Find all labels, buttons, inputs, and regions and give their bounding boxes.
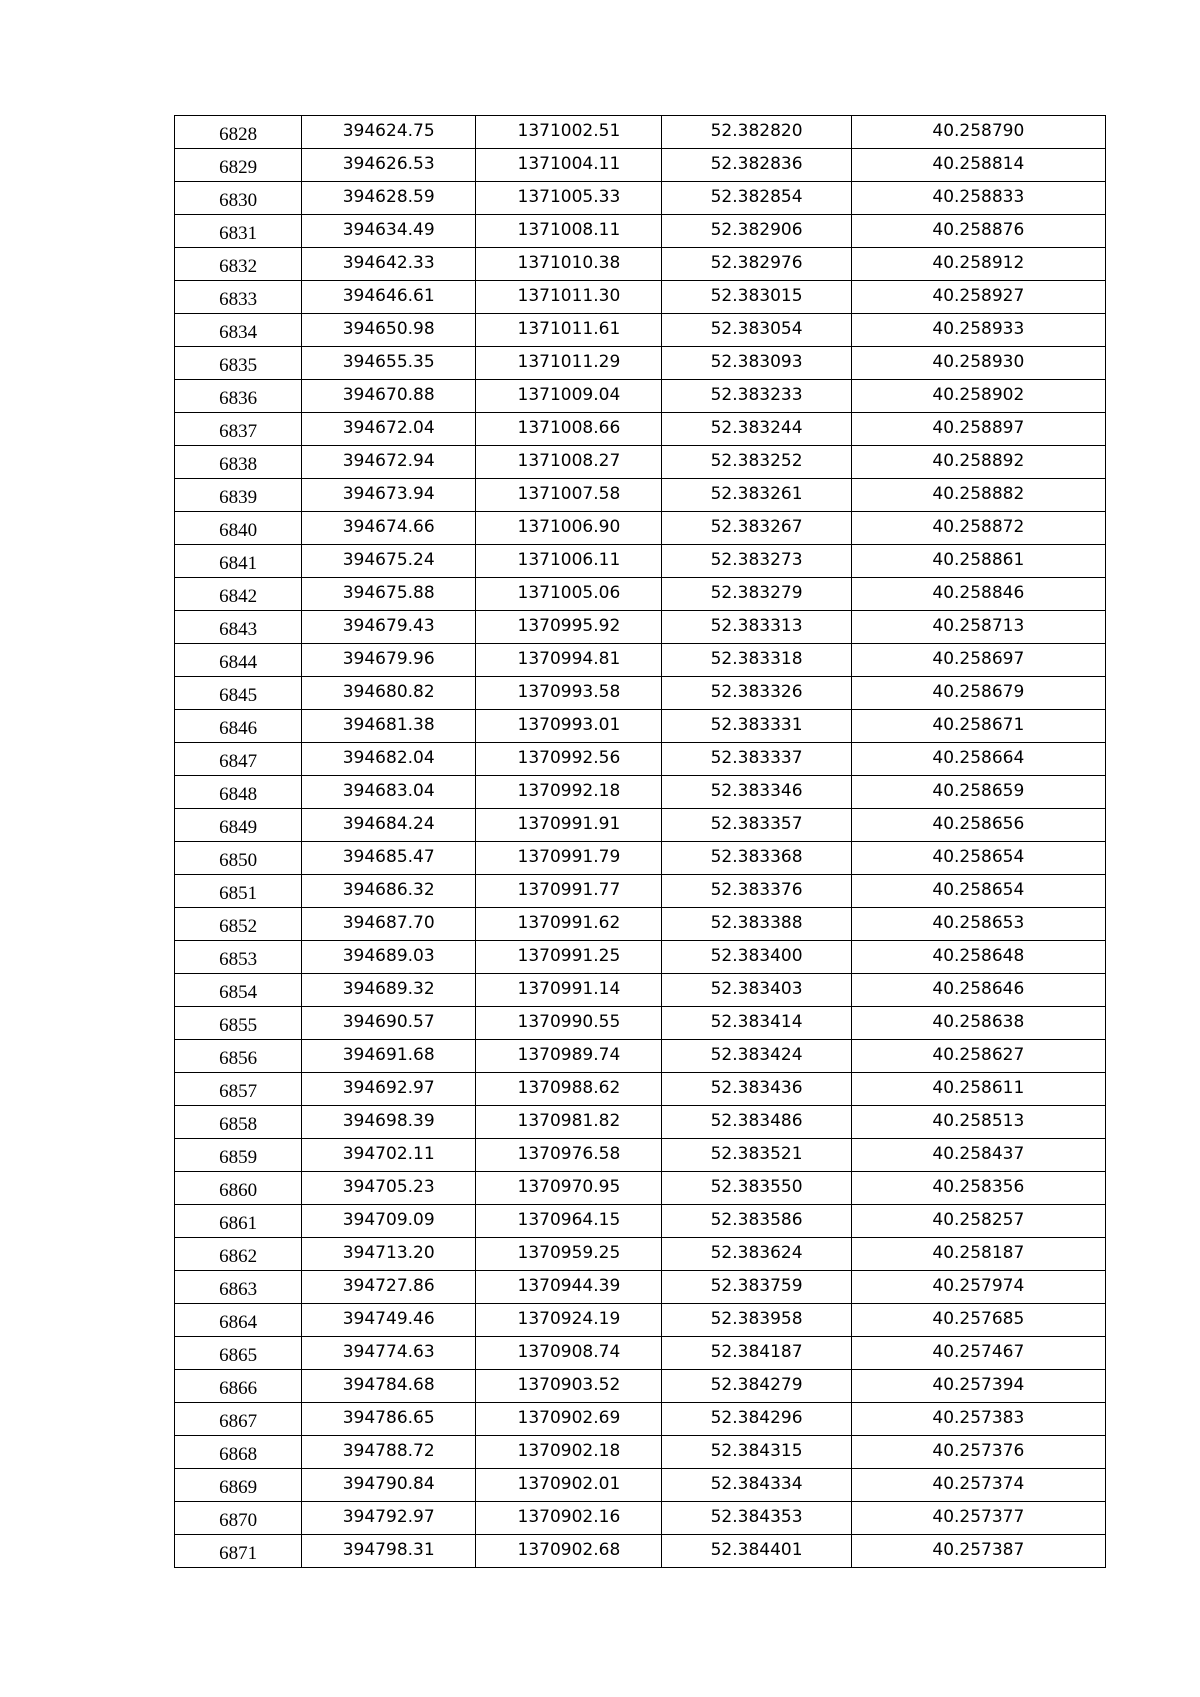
table-row bbox=[175, 611, 1106, 644]
x-coordinate-cell: 394713.20 bbox=[302, 1238, 476, 1271]
longitude-cell: 40.258611 bbox=[851, 1073, 1105, 1106]
longitude-cell: 40.258933 bbox=[851, 314, 1105, 347]
latitude-cell: 52.383279 bbox=[662, 578, 851, 611]
table-row bbox=[175, 1172, 1106, 1205]
point-number-cell: 6830 bbox=[175, 182, 302, 215]
latitude-cell: 52.383337 bbox=[662, 743, 851, 776]
table-row bbox=[175, 908, 1106, 941]
y-coordinate-cell: 1370970.95 bbox=[476, 1172, 662, 1205]
latitude-cell: 52.383357 bbox=[662, 809, 851, 842]
table-row bbox=[175, 446, 1106, 479]
table-row bbox=[175, 1337, 1106, 1370]
y-coordinate-cell: 1370976.58 bbox=[476, 1139, 662, 1172]
latitude-cell: 52.384401 bbox=[662, 1535, 851, 1568]
longitude-cell: 40.257374 bbox=[851, 1469, 1105, 1502]
table-row bbox=[175, 479, 1106, 512]
y-coordinate-cell: 1371005.33 bbox=[476, 182, 662, 215]
y-coordinate-cell: 1370993.58 bbox=[476, 677, 662, 710]
y-coordinate-cell: 1371011.61 bbox=[476, 314, 662, 347]
point-number-cell: 6857 bbox=[175, 1073, 302, 1106]
longitude-cell: 40.258912 bbox=[851, 248, 1105, 281]
table-row bbox=[175, 875, 1106, 908]
point-number-cell: 6858 bbox=[175, 1106, 302, 1139]
point-number-cell: 6853 bbox=[175, 941, 302, 974]
point-number-cell: 6850 bbox=[175, 842, 302, 875]
table-row bbox=[175, 347, 1106, 380]
longitude-cell: 40.258679 bbox=[851, 677, 1105, 710]
point-number-cell: 6841 bbox=[175, 545, 302, 578]
x-coordinate-cell: 394642.33 bbox=[302, 248, 476, 281]
latitude-cell: 52.383388 bbox=[662, 908, 851, 941]
longitude-cell: 40.258513 bbox=[851, 1106, 1105, 1139]
y-coordinate-cell: 1371009.04 bbox=[476, 380, 662, 413]
x-coordinate-cell: 394675.24 bbox=[302, 545, 476, 578]
x-coordinate-cell: 394705.23 bbox=[302, 1172, 476, 1205]
latitude-cell: 52.383368 bbox=[662, 842, 851, 875]
point-number-cell: 6837 bbox=[175, 413, 302, 446]
x-coordinate-cell: 394646.61 bbox=[302, 281, 476, 314]
y-coordinate-cell: 1370991.77 bbox=[476, 875, 662, 908]
longitude-cell: 40.258627 bbox=[851, 1040, 1105, 1073]
y-coordinate-cell: 1370991.79 bbox=[476, 842, 662, 875]
x-coordinate-cell: 394698.39 bbox=[302, 1106, 476, 1139]
point-number-cell: 6869 bbox=[175, 1469, 302, 1502]
table-row bbox=[175, 1535, 1106, 1568]
point-number-cell: 6867 bbox=[175, 1403, 302, 1436]
x-coordinate-cell: 394628.59 bbox=[302, 182, 476, 215]
latitude-cell: 52.383331 bbox=[662, 710, 851, 743]
point-number-cell: 6842 bbox=[175, 578, 302, 611]
x-coordinate-cell: 394655.35 bbox=[302, 347, 476, 380]
table-row bbox=[175, 1007, 1106, 1040]
longitude-cell: 40.257377 bbox=[851, 1502, 1105, 1535]
latitude-cell: 52.383318 bbox=[662, 644, 851, 677]
x-coordinate-cell: 394798.31 bbox=[302, 1535, 476, 1568]
point-number-cell: 6836 bbox=[175, 380, 302, 413]
x-coordinate-cell: 394687.70 bbox=[302, 908, 476, 941]
x-coordinate-cell: 394689.03 bbox=[302, 941, 476, 974]
table-row bbox=[175, 1106, 1106, 1139]
y-coordinate-cell: 1370994.81 bbox=[476, 644, 662, 677]
longitude-cell: 40.258892 bbox=[851, 446, 1105, 479]
table-row bbox=[175, 842, 1106, 875]
y-coordinate-cell: 1370991.14 bbox=[476, 974, 662, 1007]
table-row bbox=[175, 380, 1106, 413]
x-coordinate-cell: 394634.49 bbox=[302, 215, 476, 248]
x-coordinate-cell: 394670.88 bbox=[302, 380, 476, 413]
y-coordinate-cell: 1371006.90 bbox=[476, 512, 662, 545]
latitude-cell: 52.384353 bbox=[662, 1502, 851, 1535]
longitude-cell: 40.258876 bbox=[851, 215, 1105, 248]
longitude-cell: 40.257376 bbox=[851, 1436, 1105, 1469]
longitude-cell: 40.258882 bbox=[851, 479, 1105, 512]
table-row bbox=[175, 941, 1106, 974]
table-row bbox=[175, 743, 1106, 776]
x-coordinate-cell: 394672.04 bbox=[302, 413, 476, 446]
y-coordinate-cell: 1370924.19 bbox=[476, 1304, 662, 1337]
coordinates-table-container bbox=[174, 115, 1106, 1568]
y-coordinate-cell: 1371002.51 bbox=[476, 116, 662, 149]
x-coordinate-cell: 394792.97 bbox=[302, 1502, 476, 1535]
point-number-cell: 6843 bbox=[175, 611, 302, 644]
x-coordinate-cell: 394684.24 bbox=[302, 809, 476, 842]
y-coordinate-cell: 1371007.58 bbox=[476, 479, 662, 512]
y-coordinate-cell: 1370964.15 bbox=[476, 1205, 662, 1238]
point-number-cell: 6839 bbox=[175, 479, 302, 512]
y-coordinate-cell: 1370995.92 bbox=[476, 611, 662, 644]
table-row bbox=[175, 182, 1106, 215]
table-row bbox=[175, 1073, 1106, 1106]
latitude-cell: 52.383759 bbox=[662, 1271, 851, 1304]
point-number-cell: 6835 bbox=[175, 347, 302, 380]
latitude-cell: 52.383486 bbox=[662, 1106, 851, 1139]
y-coordinate-cell: 1370992.18 bbox=[476, 776, 662, 809]
point-number-cell: 6861 bbox=[175, 1205, 302, 1238]
longitude-cell: 40.258897 bbox=[851, 413, 1105, 446]
longitude-cell: 40.258833 bbox=[851, 182, 1105, 215]
x-coordinate-cell: 394674.66 bbox=[302, 512, 476, 545]
point-number-cell: 6860 bbox=[175, 1172, 302, 1205]
point-number-cell: 6847 bbox=[175, 743, 302, 776]
x-coordinate-cell: 394692.97 bbox=[302, 1073, 476, 1106]
longitude-cell: 40.257685 bbox=[851, 1304, 1105, 1337]
point-number-cell: 6854 bbox=[175, 974, 302, 1007]
latitude-cell: 52.382906 bbox=[662, 215, 851, 248]
x-coordinate-cell: 394784.68 bbox=[302, 1370, 476, 1403]
latitude-cell: 52.384296 bbox=[662, 1403, 851, 1436]
point-number-cell: 6855 bbox=[175, 1007, 302, 1040]
point-number-cell: 6870 bbox=[175, 1502, 302, 1535]
latitude-cell: 52.383624 bbox=[662, 1238, 851, 1271]
point-number-cell: 6840 bbox=[175, 512, 302, 545]
latitude-cell: 52.384334 bbox=[662, 1469, 851, 1502]
longitude-cell: 40.258902 bbox=[851, 380, 1105, 413]
point-number-cell: 6849 bbox=[175, 809, 302, 842]
longitude-cell: 40.258713 bbox=[851, 611, 1105, 644]
x-coordinate-cell: 394673.94 bbox=[302, 479, 476, 512]
x-coordinate-cell: 394686.32 bbox=[302, 875, 476, 908]
x-coordinate-cell: 394749.46 bbox=[302, 1304, 476, 1337]
x-coordinate-cell: 394680.82 bbox=[302, 677, 476, 710]
latitude-cell: 52.383261 bbox=[662, 479, 851, 512]
x-coordinate-cell: 394709.09 bbox=[302, 1205, 476, 1238]
longitude-cell: 40.257467 bbox=[851, 1337, 1105, 1370]
point-number-cell: 6831 bbox=[175, 215, 302, 248]
point-number-cell: 6871 bbox=[175, 1535, 302, 1568]
latitude-cell: 52.383313 bbox=[662, 611, 851, 644]
table-row bbox=[175, 215, 1106, 248]
longitude-cell: 40.258659 bbox=[851, 776, 1105, 809]
latitude-cell: 52.383244 bbox=[662, 413, 851, 446]
latitude-cell: 52.383346 bbox=[662, 776, 851, 809]
table-row bbox=[175, 974, 1106, 1007]
latitude-cell: 52.383403 bbox=[662, 974, 851, 1007]
coordinates-table bbox=[174, 115, 1106, 1568]
y-coordinate-cell: 1370902.18 bbox=[476, 1436, 662, 1469]
table-row bbox=[175, 776, 1106, 809]
point-number-cell: 6859 bbox=[175, 1139, 302, 1172]
table-row bbox=[175, 1238, 1106, 1271]
y-coordinate-cell: 1371010.38 bbox=[476, 248, 662, 281]
latitude-cell: 52.383958 bbox=[662, 1304, 851, 1337]
point-number-cell: 6862 bbox=[175, 1238, 302, 1271]
longitude-cell: 40.258654 bbox=[851, 875, 1105, 908]
y-coordinate-cell: 1371008.11 bbox=[476, 215, 662, 248]
table-row bbox=[175, 578, 1106, 611]
x-coordinate-cell: 394788.72 bbox=[302, 1436, 476, 1469]
longitude-cell: 40.258648 bbox=[851, 941, 1105, 974]
y-coordinate-cell: 1370991.91 bbox=[476, 809, 662, 842]
x-coordinate-cell: 394681.38 bbox=[302, 710, 476, 743]
table-row bbox=[175, 1436, 1106, 1469]
longitude-cell: 40.258861 bbox=[851, 545, 1105, 578]
latitude-cell: 52.383093 bbox=[662, 347, 851, 380]
longitude-cell: 40.258846 bbox=[851, 578, 1105, 611]
coordinates-table-body bbox=[175, 116, 1106, 1568]
x-coordinate-cell: 394683.04 bbox=[302, 776, 476, 809]
x-coordinate-cell: 394682.04 bbox=[302, 743, 476, 776]
longitude-cell: 40.258646 bbox=[851, 974, 1105, 1007]
point-number-cell: 6865 bbox=[175, 1337, 302, 1370]
x-coordinate-cell: 394689.32 bbox=[302, 974, 476, 1007]
latitude-cell: 52.382820 bbox=[662, 116, 851, 149]
latitude-cell: 52.382836 bbox=[662, 149, 851, 182]
table-row bbox=[175, 545, 1106, 578]
point-number-cell: 6868 bbox=[175, 1436, 302, 1469]
table-row bbox=[175, 149, 1106, 182]
y-coordinate-cell: 1370902.01 bbox=[476, 1469, 662, 1502]
x-coordinate-cell: 394685.47 bbox=[302, 842, 476, 875]
point-number-cell: 6844 bbox=[175, 644, 302, 677]
latitude-cell: 52.383424 bbox=[662, 1040, 851, 1073]
point-number-cell: 6833 bbox=[175, 281, 302, 314]
y-coordinate-cell: 1371006.11 bbox=[476, 545, 662, 578]
latitude-cell: 52.383586 bbox=[662, 1205, 851, 1238]
latitude-cell: 52.383233 bbox=[662, 380, 851, 413]
longitude-cell: 40.257383 bbox=[851, 1403, 1105, 1436]
latitude-cell: 52.384279 bbox=[662, 1370, 851, 1403]
latitude-cell: 52.383376 bbox=[662, 875, 851, 908]
y-coordinate-cell: 1370902.68 bbox=[476, 1535, 662, 1568]
x-coordinate-cell: 394790.84 bbox=[302, 1469, 476, 1502]
latitude-cell: 52.383521 bbox=[662, 1139, 851, 1172]
longitude-cell: 40.258872 bbox=[851, 512, 1105, 545]
point-number-cell: 6845 bbox=[175, 677, 302, 710]
longitude-cell: 40.258638 bbox=[851, 1007, 1105, 1040]
table-row bbox=[175, 512, 1106, 545]
y-coordinate-cell: 1370989.74 bbox=[476, 1040, 662, 1073]
point-number-cell: 6846 bbox=[175, 710, 302, 743]
x-coordinate-cell: 394624.75 bbox=[302, 116, 476, 149]
table-row bbox=[175, 1469, 1106, 1502]
point-number-cell: 6866 bbox=[175, 1370, 302, 1403]
x-coordinate-cell: 394675.88 bbox=[302, 578, 476, 611]
longitude-cell: 40.258257 bbox=[851, 1205, 1105, 1238]
point-number-cell: 6852 bbox=[175, 908, 302, 941]
y-coordinate-cell: 1371011.30 bbox=[476, 281, 662, 314]
latitude-cell: 52.383267 bbox=[662, 512, 851, 545]
x-coordinate-cell: 394691.68 bbox=[302, 1040, 476, 1073]
table-row bbox=[175, 710, 1106, 743]
y-coordinate-cell: 1370902.69 bbox=[476, 1403, 662, 1436]
y-coordinate-cell: 1370993.01 bbox=[476, 710, 662, 743]
latitude-cell: 52.383273 bbox=[662, 545, 851, 578]
table-row bbox=[175, 1403, 1106, 1436]
longitude-cell: 40.258654 bbox=[851, 842, 1105, 875]
point-number-cell: 6832 bbox=[175, 248, 302, 281]
point-number-cell: 6828 bbox=[175, 116, 302, 149]
x-coordinate-cell: 394672.94 bbox=[302, 446, 476, 479]
y-coordinate-cell: 1370988.62 bbox=[476, 1073, 662, 1106]
longitude-cell: 40.257974 bbox=[851, 1271, 1105, 1304]
latitude-cell: 52.384187 bbox=[662, 1337, 851, 1370]
longitude-cell: 40.258653 bbox=[851, 908, 1105, 941]
point-number-cell: 6838 bbox=[175, 446, 302, 479]
table-row bbox=[175, 1304, 1106, 1337]
x-coordinate-cell: 394690.57 bbox=[302, 1007, 476, 1040]
x-coordinate-cell: 394679.96 bbox=[302, 644, 476, 677]
point-number-cell: 6864 bbox=[175, 1304, 302, 1337]
point-number-cell: 6851 bbox=[175, 875, 302, 908]
point-number-cell: 6863 bbox=[175, 1271, 302, 1304]
latitude-cell: 52.383414 bbox=[662, 1007, 851, 1040]
table-row bbox=[175, 413, 1106, 446]
x-coordinate-cell: 394727.86 bbox=[302, 1271, 476, 1304]
longitude-cell: 40.258927 bbox=[851, 281, 1105, 314]
latitude-cell: 52.383400 bbox=[662, 941, 851, 974]
latitude-cell: 52.383436 bbox=[662, 1073, 851, 1106]
table-row bbox=[175, 248, 1106, 281]
latitude-cell: 52.382976 bbox=[662, 248, 851, 281]
y-coordinate-cell: 1370908.74 bbox=[476, 1337, 662, 1370]
latitude-cell: 52.382854 bbox=[662, 182, 851, 215]
y-coordinate-cell: 1370903.52 bbox=[476, 1370, 662, 1403]
table-row bbox=[175, 644, 1106, 677]
x-coordinate-cell: 394786.65 bbox=[302, 1403, 476, 1436]
table-row bbox=[175, 677, 1106, 710]
y-coordinate-cell: 1371008.66 bbox=[476, 413, 662, 446]
table-row bbox=[175, 809, 1106, 842]
point-number-cell: 6834 bbox=[175, 314, 302, 347]
table-row bbox=[175, 1205, 1106, 1238]
longitude-cell: 40.258814 bbox=[851, 149, 1105, 182]
x-coordinate-cell: 394626.53 bbox=[302, 149, 476, 182]
x-coordinate-cell: 394774.63 bbox=[302, 1337, 476, 1370]
y-coordinate-cell: 1370944.39 bbox=[476, 1271, 662, 1304]
longitude-cell: 40.258656 bbox=[851, 809, 1105, 842]
x-coordinate-cell: 394679.43 bbox=[302, 611, 476, 644]
longitude-cell: 40.258671 bbox=[851, 710, 1105, 743]
y-coordinate-cell: 1370990.55 bbox=[476, 1007, 662, 1040]
longitude-cell: 40.257387 bbox=[851, 1535, 1105, 1568]
y-coordinate-cell: 1370902.16 bbox=[476, 1502, 662, 1535]
table-row bbox=[175, 116, 1106, 149]
y-coordinate-cell: 1370981.82 bbox=[476, 1106, 662, 1139]
longitude-cell: 40.258187 bbox=[851, 1238, 1105, 1271]
y-coordinate-cell: 1371005.06 bbox=[476, 578, 662, 611]
y-coordinate-cell: 1370991.62 bbox=[476, 908, 662, 941]
y-coordinate-cell: 1371011.29 bbox=[476, 347, 662, 380]
longitude-cell: 40.258437 bbox=[851, 1139, 1105, 1172]
point-number-cell: 6856 bbox=[175, 1040, 302, 1073]
x-coordinate-cell: 394702.11 bbox=[302, 1139, 476, 1172]
longitude-cell: 40.257394 bbox=[851, 1370, 1105, 1403]
longitude-cell: 40.258697 bbox=[851, 644, 1105, 677]
longitude-cell: 40.258930 bbox=[851, 347, 1105, 380]
table-row bbox=[175, 281, 1106, 314]
y-coordinate-cell: 1370991.25 bbox=[476, 941, 662, 974]
x-coordinate-cell: 394650.98 bbox=[302, 314, 476, 347]
point-number-cell: 6848 bbox=[175, 776, 302, 809]
table-row bbox=[175, 1139, 1106, 1172]
table-row bbox=[175, 314, 1106, 347]
latitude-cell: 52.383015 bbox=[662, 281, 851, 314]
y-coordinate-cell: 1370992.56 bbox=[476, 743, 662, 776]
y-coordinate-cell: 1371008.27 bbox=[476, 446, 662, 479]
table-row bbox=[175, 1370, 1106, 1403]
latitude-cell: 52.383054 bbox=[662, 314, 851, 347]
table-row bbox=[175, 1271, 1106, 1304]
y-coordinate-cell: 1370959.25 bbox=[476, 1238, 662, 1271]
latitude-cell: 52.383550 bbox=[662, 1172, 851, 1205]
y-coordinate-cell: 1371004.11 bbox=[476, 149, 662, 182]
latitude-cell: 52.384315 bbox=[662, 1436, 851, 1469]
latitude-cell: 52.383326 bbox=[662, 677, 851, 710]
table-row bbox=[175, 1040, 1106, 1073]
longitude-cell: 40.258664 bbox=[851, 743, 1105, 776]
table-row bbox=[175, 1502, 1106, 1535]
longitude-cell: 40.258356 bbox=[851, 1172, 1105, 1205]
latitude-cell: 52.383252 bbox=[662, 446, 851, 479]
longitude-cell: 40.258790 bbox=[851, 116, 1105, 149]
point-number-cell: 6829 bbox=[175, 149, 302, 182]
